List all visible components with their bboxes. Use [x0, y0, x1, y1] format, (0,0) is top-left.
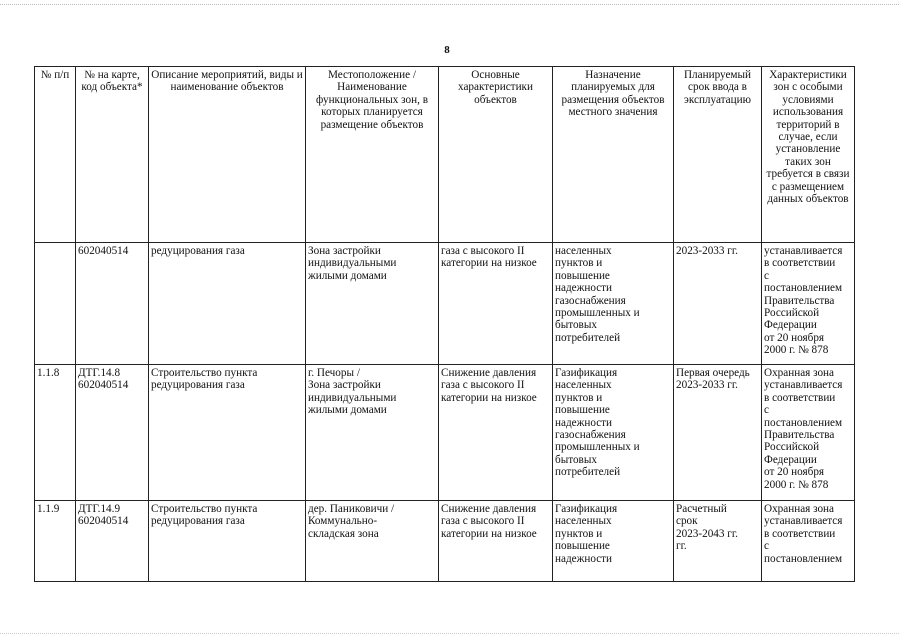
- cell-location: [306, 243, 439, 365]
- header-characteristics: Основные характеристики объектов: [439, 67, 553, 243]
- cell-line: ДТГ.14.8: [78, 367, 121, 379]
- header-number: № п/п: [35, 67, 76, 243]
- cell-line: 2000 г. № 878: [764, 344, 829, 357]
- cell-line: жилыми домами: [308, 269, 387, 282]
- header-description: Описание мероприятий, виды и наименование объектов: [149, 67, 306, 243]
- cell-zones: [762, 243, 855, 365]
- cell-characteristics: [439, 243, 553, 365]
- cell-line: Газификация: [555, 367, 618, 379]
- cell-line: Снижение давления: [441, 367, 537, 379]
- cell-description: [149, 365, 306, 501]
- cell-line: гг.: [676, 540, 687, 553]
- cell-zones: [762, 501, 855, 582]
- cell-line: Охранная зона: [764, 367, 835, 379]
- cell-line: устанавливается: [764, 379, 843, 392]
- cell-line: газоснабжения: [555, 429, 626, 442]
- cell-term: [674, 243, 762, 365]
- cell-line: в соответствии: [764, 391, 836, 404]
- header-term: Планируемый срок ввода в эксплуатацию: [674, 67, 762, 243]
- cell-line: промышленных и: [555, 307, 640, 320]
- cell-line: потребителей: [555, 331, 621, 344]
- cell-line: срок: [676, 515, 698, 528]
- cell-line: 2000 г. № 878: [764, 478, 829, 491]
- cell-line: редуцирования газа: [151, 245, 245, 257]
- cell-line: редуцирования газа: [151, 515, 245, 528]
- cell-line: Строительство пункта: [151, 367, 258, 379]
- header-location: Местоположение / Наименование функциональных зон, в которых планируется размещение объектов: [306, 67, 439, 243]
- cell-line: газа с высокого II: [441, 379, 525, 392]
- cell-line: Российской: [764, 307, 820, 320]
- cell-line: населенных: [555, 379, 612, 392]
- cell-line: Правительства: [764, 429, 835, 442]
- cell-line: устанавливается: [764, 515, 843, 528]
- cell-line: Федерации: [764, 319, 817, 332]
- cell-line: 602040514: [78, 379, 129, 392]
- cell-line: с: [764, 269, 769, 282]
- cell-line: постановлением: [764, 416, 843, 429]
- cell-zones: [762, 365, 855, 501]
- scan-edge-top: [0, 0, 899, 5]
- table-row: [35, 243, 855, 365]
- cell-line: в соответствии: [764, 257, 836, 270]
- cell-line: пунктов и: [555, 257, 603, 270]
- cell-line: повышение: [555, 404, 610, 417]
- cell-line: Коммунально-: [308, 515, 378, 528]
- cell-map-code: [76, 243, 149, 365]
- header-purpose: Назначение планируемых для размещения объектов местного значения: [553, 67, 674, 243]
- cell-line: г. Печоры /: [308, 367, 360, 379]
- cell-number: 1.1.9: [35, 501, 76, 582]
- cell-term: [674, 365, 762, 501]
- cell-line: редуцирования газа: [151, 379, 245, 392]
- cell-line: с: [764, 540, 769, 553]
- cell-line: повышение: [555, 269, 610, 282]
- cell-line: 602040514: [78, 515, 129, 528]
- cell-line: жилыми домами: [308, 404, 387, 417]
- cell-line: устанавливается: [764, 245, 843, 257]
- cell-line: газоснабжения: [555, 294, 626, 307]
- header-zones: Характеристики зон с особыми условиями использования территорий в случае, если установление таких зон требуется в связи с размещением данных объектов: [762, 67, 855, 243]
- cell-line: в соответствии: [764, 527, 836, 540]
- cell-location: [306, 365, 439, 501]
- header-map-code: № на карте, код объекта*: [76, 67, 149, 243]
- cell-line: категории на низкое: [441, 527, 537, 540]
- cell-characteristics: [439, 365, 553, 501]
- cell-line: от 20 ноября: [764, 466, 825, 479]
- cell-line: Правительства: [764, 294, 835, 307]
- cell-description: [149, 243, 306, 365]
- scan-edge-bottom: [0, 633, 899, 636]
- cell-purpose: [553, 243, 674, 365]
- cell-line: постановлением: [764, 282, 843, 295]
- cell-line: надежности: [555, 552, 613, 565]
- cell-line: с: [764, 404, 769, 417]
- cell-line: постановлением: [764, 552, 843, 565]
- cell-line: 602040514: [78, 245, 129, 257]
- cell-line: надежности: [555, 282, 613, 295]
- cell-line: категории на низкое: [441, 391, 537, 404]
- cell-line: Расчетный: [676, 503, 727, 515]
- cell-line: потребителей: [555, 466, 621, 479]
- cell-line: промышленных и: [555, 441, 640, 454]
- cell-number: [35, 243, 76, 365]
- cell-line: 2023-2033 гг.: [676, 245, 738, 257]
- cell-line: Строительство пункта: [151, 503, 258, 515]
- cell-line: газа с высокого II: [441, 245, 525, 257]
- cell-line: Зона застройки: [308, 245, 381, 257]
- cell-line: 2023-2033 гг.: [676, 379, 738, 392]
- cell-line: складская зона: [308, 527, 379, 540]
- cell-line: пунктов и: [555, 391, 603, 404]
- cell-line: газа с высокого II: [441, 515, 525, 528]
- cell-term: [674, 501, 762, 582]
- cell-line: Снижение давления: [441, 503, 537, 515]
- cell-line: ДТГ.14.9: [78, 503, 121, 515]
- cell-line: Охранная зона: [764, 503, 835, 515]
- cell-map-code: [76, 501, 149, 582]
- cell-line: Федерации: [764, 453, 817, 466]
- cell-line: категории на низкое: [441, 257, 537, 270]
- cell-purpose: [553, 365, 674, 501]
- cell-line: индивидуальными: [308, 257, 397, 270]
- cell-line: Зона застройки: [308, 379, 381, 392]
- cell-line: населенных: [555, 245, 612, 257]
- cell-line: от 20 ноября: [764, 331, 825, 344]
- cell-line: дер. Паниковичи /: [308, 503, 395, 515]
- cell-line: пунктов и: [555, 527, 603, 540]
- cell-line: Российской: [764, 441, 820, 454]
- cell-line: бытовых: [555, 453, 597, 466]
- cell-description: [149, 501, 306, 582]
- cell-line: Газификация: [555, 503, 618, 515]
- page-number: 8: [444, 44, 450, 56]
- cell-line: индивидуальными: [308, 391, 397, 404]
- cell-characteristics: [439, 501, 553, 582]
- planning-table: [34, 66, 855, 582]
- header-row: [35, 67, 855, 243]
- cell-location: [306, 501, 439, 582]
- cell-line: 2023-2043 гг.: [676, 527, 738, 540]
- cell-map-code: [76, 365, 149, 501]
- cell-line: повышение: [555, 540, 610, 553]
- cell-line: бытовых: [555, 319, 597, 332]
- cell-line: надежности: [555, 416, 613, 429]
- cell-number: 1.1.8: [35, 365, 76, 501]
- cell-purpose: [553, 501, 674, 582]
- cell-line: Первая очередь: [676, 367, 750, 379]
- table-row: [35, 365, 855, 501]
- table-row: [35, 501, 855, 582]
- cell-line: населенных: [555, 515, 612, 528]
